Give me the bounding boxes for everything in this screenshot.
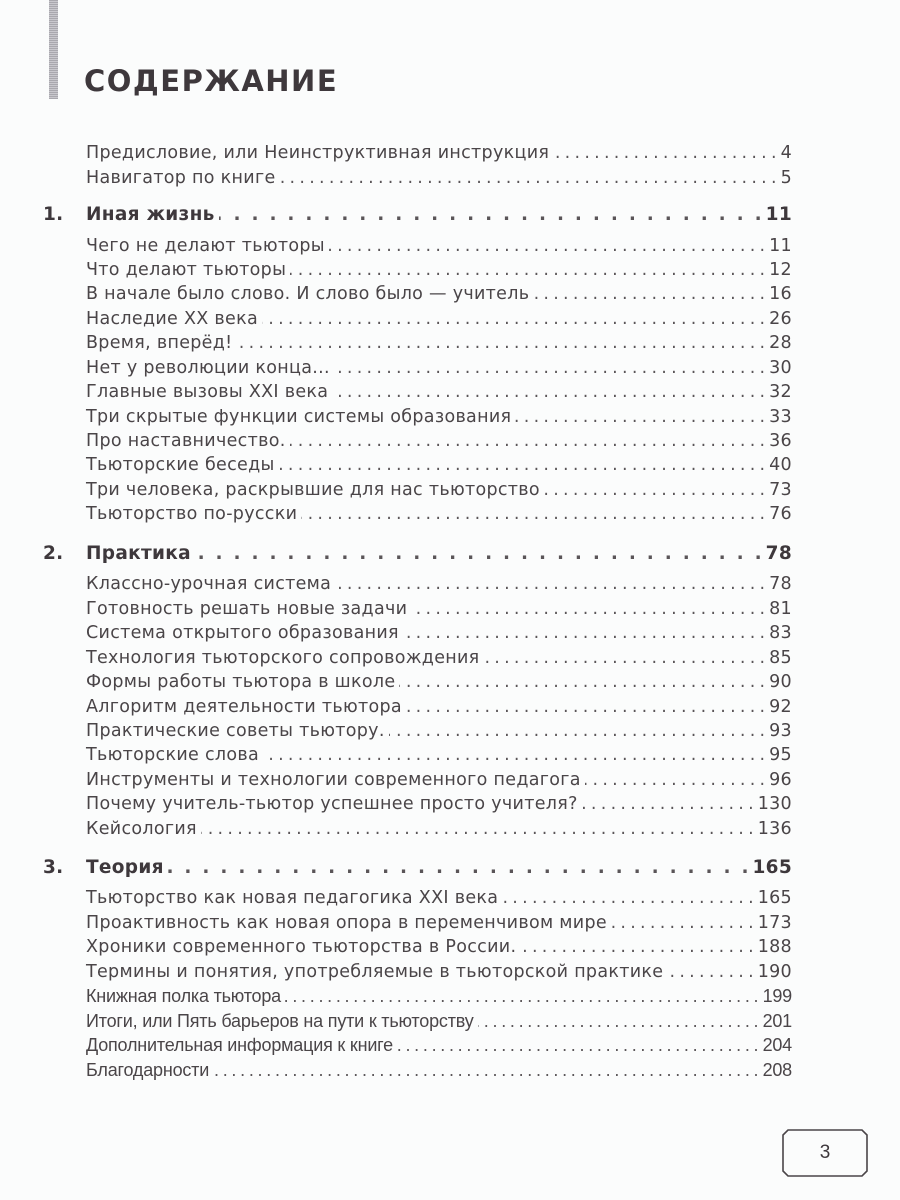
toc-chapter[interactable] [43,857,792,881]
toc-entry-label: Инструменты и технологии современного педагога [86,770,581,790]
toc-entry-label: Книжная полка тьютора [86,986,281,1006]
dot-leader [263,745,765,765]
toc-entry-page: 32 [769,382,792,402]
toc-entry[interactable] [86,962,792,986]
toc-chapter[interactable] [43,543,792,567]
toc-entry-page: 76 [769,504,792,524]
toc-entry[interactable] [86,407,792,431]
dot-leader [582,794,754,814]
toc-entry-label: Алгоритм деятельности тьютора [86,697,402,717]
toc-entry-label: Благодарности [86,1060,210,1080]
toc-entry-label: Про наставничество. [86,431,286,451]
toc-entry-page: 204 [762,1035,792,1055]
toc-entry[interactable] [86,819,792,843]
toc-entry[interactable] [86,1011,792,1035]
toc-entry[interactable] [86,1035,792,1059]
toc-entry-label: Технология тьюторского сопровождения [86,648,480,668]
toc-entry-label: Почему учитель-тьютор успешнее просто учителя? [86,794,578,814]
toc-entry[interactable] [86,260,792,284]
toc-entry-label: Формы работы тьютора в школе [86,672,396,692]
dot-leader [585,770,765,790]
dot-leader [219,204,762,225]
toc-entry-page: 188 [757,937,792,957]
toc-entry-page: 30 [769,358,792,378]
toc-entry[interactable] [86,1060,792,1084]
toc-entry-page: 96 [769,770,792,790]
toc-entry[interactable] [86,745,792,769]
toc-entry[interactable] [86,913,792,937]
toc-entry-page: 28 [769,333,792,353]
dot-leader [553,143,776,163]
toc-entry-page: 81 [769,599,792,619]
toc-entry[interactable] [86,309,792,333]
toc-entry[interactable] [86,721,792,745]
toc-entry-label: Время, вперёд! [86,333,233,353]
toc-entry-label: Тьюторские слова [86,745,259,765]
toc-entry[interactable] [86,574,792,598]
dot-leader [533,284,765,304]
toc-entry-label: Кейсология [86,819,197,839]
dot-leader [520,937,753,957]
dot-leader [397,1035,759,1056]
chapter-page: 11 [765,204,792,225]
toc-entry-page: 83 [769,623,792,643]
dot-leader [484,648,766,668]
toc-entry[interactable] [86,358,792,382]
page-title: СОДЕРЖАНИЕ [84,64,339,98]
toc-entry-page: 165 [757,888,792,908]
toc-entry-label: Тьюторство как новая педагогика XXI века [86,888,499,908]
toc-entry[interactable] [86,143,792,167]
chapter-page: 165 [752,857,792,878]
dot-leader [334,358,765,378]
toc-entry-page: 36 [769,431,792,451]
dot-leader [515,407,765,427]
toc-entry-page: 4 [780,143,792,163]
toc-entry[interactable] [86,648,792,672]
toc-entry-label: Дополнительная информация к книге [86,1035,393,1055]
dot-leader [301,504,765,524]
dot-leader [667,962,753,982]
chapter-page: 78 [765,543,792,564]
toc-entry[interactable] [86,986,792,1010]
dot-leader [403,623,765,643]
toc-entry-page: 73 [769,480,792,500]
dot-leader [262,309,765,329]
page-number-box [782,1129,868,1177]
toc-entry-label: В начале было слово. И слово было — учитель [86,284,530,304]
toc-entry[interactable] [86,480,792,504]
toc-entry-label: Итоги, или Пять барьеров на пути к тьюторству [86,1011,474,1031]
dot-leader [332,382,765,402]
dot-leader [290,431,766,451]
toc-entry[interactable] [86,623,792,647]
toc-entry-page: 11 [769,236,792,256]
toc-entry-page: 199 [762,986,792,1006]
toc-entry-label: Готовность решать новые задачи [86,599,408,619]
chapter-title: Практика [86,543,191,564]
toc-entry[interactable] [86,168,792,192]
toc-entry-page: 33 [769,407,792,427]
dot-leader [201,819,754,839]
dot-leader [329,236,765,256]
dot-leader [544,480,765,500]
toc-entry[interactable] [86,333,792,357]
toc-entry-label: Практические советы тьютору. [86,721,385,741]
toc-entry-label: Навигатор по книге [86,168,276,188]
dot-leader [213,1060,758,1081]
toc-entry[interactable] [86,504,792,528]
toc-entry-label: Наследие XX века [86,309,258,329]
page-number: 3 [819,1142,831,1163]
chapter-title: Теория [86,857,164,878]
toc-entry-page: 95 [769,745,792,765]
dot-leader [611,913,754,933]
toc-entry[interactable] [86,888,792,912]
toc-entry-page: 12 [769,260,792,280]
toc-entry-label: Тьюторство по-русски [86,504,298,524]
toc-entry-page: 93 [769,721,792,741]
toc-entry[interactable] [86,431,792,455]
toc-entry-label: Что делают тьюторы [86,260,287,280]
toc-entry-page: 40 [769,455,792,475]
toc-entry-label: Предисловие, или Неинструктивная инструкция [86,143,550,163]
dot-leader [290,260,765,280]
toc-entry-label: Три человека, раскрывшие для нас тьюторство [86,480,540,500]
toc-entry-page: 85 [769,648,792,668]
dot-leader [280,168,777,188]
chapter-number: 3. [43,857,64,878]
toc-entry-label: Классно-урочная система [86,574,332,594]
dot-leader [478,1011,759,1032]
toc-entry-page: 16 [769,284,792,304]
dot-leader [195,543,762,564]
toc-entry[interactable] [86,697,792,721]
toc-entry[interactable] [86,236,792,260]
dot-leader [399,672,765,692]
toc-entry-page: 26 [769,309,792,329]
toc-entry-page: 136 [757,819,792,839]
toc-entry-label: Проактивность как новая опора в переменчивом мире [86,913,607,933]
toc-entry-page: 92 [769,697,792,717]
toc-entry-label: Система открытого образования [86,623,399,643]
dot-leader [285,986,759,1007]
dot-leader [236,333,765,353]
toc-entry-page: 90 [769,672,792,692]
toc-entry[interactable] [86,794,792,818]
dot-leader [279,455,766,475]
chapter-title: Иная жизнь [86,204,215,225]
toc-entry[interactable] [86,382,792,406]
toc-entry-page: 201 [762,1011,792,1031]
toc-entry-label: Нет у революции конца... [86,358,330,378]
toc-entry-label: Тьюторские беседы [86,455,275,475]
dot-leader [335,574,765,594]
dot-leader [502,888,753,908]
chapter-number: 1. [43,204,64,225]
toc-entry-page: 130 [757,794,792,814]
toc-entry-page: 208 [762,1060,792,1080]
toc-entry-label: Главные вызовы XXI века [86,382,329,402]
dot-leader [406,697,765,717]
dot-leader [168,857,749,878]
toc-entry[interactable] [86,599,792,623]
toc-entry-page: 5 [780,168,792,188]
decorative-side-bar [49,0,58,99]
toc-entry-label: Термины и понятия, употребляемые в тьюторской практике [86,962,664,982]
toc-entry-label: Три скрытые функции системы образования [86,407,512,427]
toc-entry[interactable] [86,284,792,308]
toc-entry[interactable] [86,937,792,961]
toc-entry-label: Хроники современного тьюторства в России. [86,937,517,957]
toc-entry-label: Чего не делают тьюторы [86,236,325,256]
dot-leader [411,599,765,619]
toc-chapter[interactable] [43,204,792,228]
dot-leader [389,721,765,741]
chapter-number: 2. [43,543,64,564]
toc-entry[interactable] [86,672,792,696]
toc-entry[interactable] [86,770,792,794]
toc-entry-page: 78 [769,574,792,594]
toc-entry[interactable] [86,455,792,479]
toc-entry-page: 173 [757,913,792,933]
toc-entry-page: 190 [757,962,792,982]
